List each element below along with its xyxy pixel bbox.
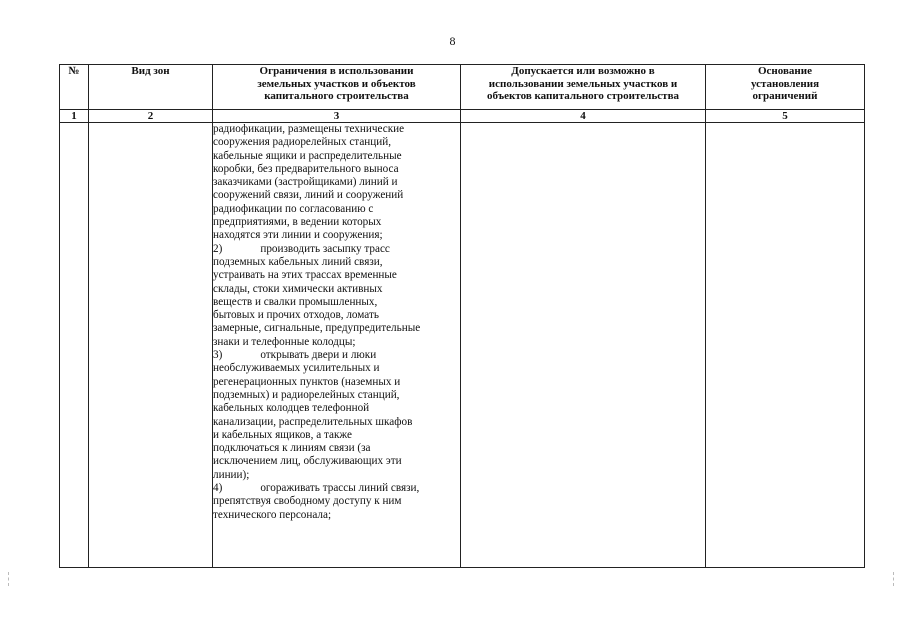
column-number: 5 (706, 110, 865, 123)
column-number: 2 (89, 110, 213, 123)
text-line: коробки, без предварительного выноса (213, 162, 399, 175)
row-number-cell (60, 123, 89, 568)
text-line: склады, стоки химически активных (213, 282, 383, 295)
allowed-cell (461, 123, 706, 568)
text-line: подземных кабельных линий связи, (213, 255, 383, 268)
text-line: находятся эти линии и сооружения; (213, 229, 383, 242)
zone-type-cell (89, 123, 213, 568)
text-line: устраивать на этих трассах временные (213, 269, 397, 282)
text-line: заказчиками (застройщиками) линий и (213, 176, 398, 189)
restrictions-table (59, 64, 865, 568)
text-line: необслуживаемых усилительных и (213, 362, 380, 375)
item-first-line (213, 482, 460, 495)
scan-edge-mark (893, 572, 896, 586)
text-line: кабельных колодцев телефонной (213, 402, 370, 415)
header-basis-line: ограничений (752, 90, 818, 102)
header-restrictions-line: капитального строительства (264, 90, 409, 102)
header-restrictions-line: земельных участков и объектов (257, 77, 416, 90)
item-marker: 2) (213, 242, 223, 255)
header-number: № (60, 65, 89, 110)
basis-cell (706, 123, 865, 568)
item-marker: 4) (213, 482, 223, 495)
item-first-line (213, 243, 460, 256)
table-header-row (60, 65, 865, 110)
header-restrictions-line: Ограничения в использовании (259, 65, 414, 77)
header-allowed-line: использовании земельных участков и (488, 77, 678, 90)
text-line: веществ и свалки промышленных, (213, 295, 378, 308)
page-number: 8 (449, 34, 456, 48)
item-marker: 3) (213, 349, 223, 362)
text-line: и кабельных ящиков, а также (213, 428, 352, 441)
text-line: регенерационных пунктов (наземных и (213, 375, 401, 388)
text-line: кабельные ящики и распределительные (213, 149, 402, 162)
text-line: предприятиями, в ведении которых (213, 216, 382, 229)
scan-edge-mark (8, 572, 11, 586)
item-first-text: огораживать трассы линий связи, (260, 482, 420, 495)
header-basis (706, 65, 865, 110)
restrictions-intro (213, 123, 460, 243)
text-line: линии); (213, 468, 250, 481)
column-number: 3 (213, 110, 461, 123)
restrictions-cell (213, 123, 461, 568)
text-line: знаки и телефонные колодцы; (213, 335, 356, 348)
header-basis-line: установления (750, 77, 820, 90)
text-line: радиофикации по согласованию с (213, 202, 374, 215)
item-first-line (213, 349, 460, 362)
text-line: сооружений связи, линий и сооружений (213, 189, 404, 202)
column-number: 1 (60, 110, 89, 123)
header-zone-type: Вид зон (89, 65, 213, 110)
text-line: замерные, сигнальные, предупредительные (213, 322, 421, 335)
header-allowed (461, 65, 706, 110)
header-restrictions (213, 65, 461, 110)
text-line: бытовых и прочих отходов, ломать (213, 309, 379, 322)
column-number: 4 (461, 110, 706, 123)
text-line: технического персонала; (213, 508, 332, 521)
text-line: подземных) и радиорелейных станций, (213, 388, 400, 401)
item-first-text: производить засыпку трасс (260, 242, 390, 255)
restriction-item (213, 349, 460, 482)
header-allowed-line: объектов капитального строительства (486, 90, 680, 102)
restriction-item (213, 243, 460, 349)
item-first-text: открывать двери и люки (260, 349, 377, 362)
text-line: препятствуя свободному доступу к ним (213, 495, 402, 508)
text-line: исключением лиц, обслуживающих эти (213, 455, 402, 468)
text-line: радиофикации, размещены технические (213, 123, 405, 135)
table-row (60, 123, 865, 568)
text-line: канализации, распределительных шкафов (213, 415, 413, 428)
header-allowed-line: Допускается или возможно в (511, 65, 655, 77)
header-basis-line: Основание (757, 65, 812, 77)
text-line: сооружения радиорелейных станций, (213, 136, 392, 149)
restriction-item (213, 482, 460, 522)
text-line: подключаться к линиям связи (за (213, 442, 371, 455)
column-number-row (60, 110, 865, 123)
